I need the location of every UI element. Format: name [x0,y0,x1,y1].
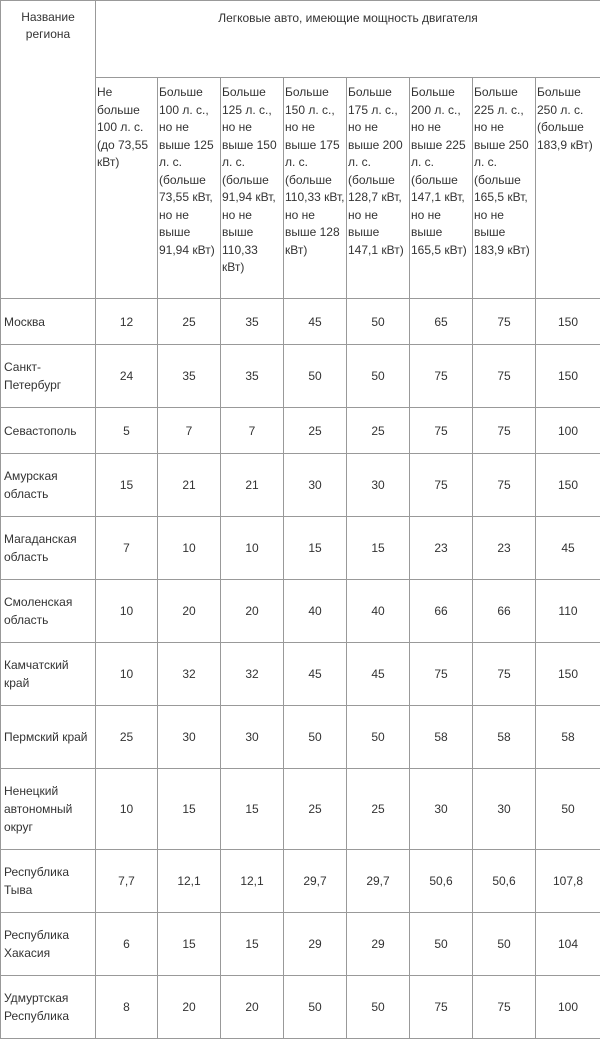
rate-cell: 75 [473,643,536,706]
table-row [1,454,600,517]
rate-cell: 6 [96,913,158,976]
rate-cell: 150 [536,454,600,517]
rate-cell: 104 [536,913,600,976]
region-cell: Москва [1,299,96,345]
table-row [1,517,600,580]
region-cell: Ненецкий автономный округ [1,769,96,850]
rate-cell: 23 [410,517,473,580]
rate-cell: 150 [536,643,600,706]
region-cell: Республика Хакасия [1,913,96,976]
rate-cell: 150 [536,299,600,345]
rate-cell: 7 [96,517,158,580]
rate-cell: 30 [410,769,473,850]
table-row [1,769,600,850]
rate-cell: 25 [347,408,410,454]
rate-cell: 29,7 [284,850,347,913]
rate-cell: 50 [284,976,347,1039]
region-cell: Республика Тыва [1,850,96,913]
rate-cell: 75 [410,345,473,408]
rate-cell: 50 [347,299,410,345]
rate-cell: 15 [158,769,221,850]
rate-cell: 25 [284,408,347,454]
region-cell: Удмуртская Республика [1,976,96,1039]
power-column-header: Больше 100 л. с., но не выше 125 л. с. (больше 73,55 кВт, но не выше 91,94 кВт) [158,78,221,299]
rate-cell: 15 [221,913,284,976]
rate-cell: 10 [96,769,158,850]
rate-cell: 45 [536,517,600,580]
rate-cell: 24 [96,345,158,408]
rate-cell: 29,7 [347,850,410,913]
rate-cell: 35 [221,345,284,408]
rate-cell: 50 [536,769,600,850]
rate-cell: 25 [347,769,410,850]
rate-cell: 30 [347,454,410,517]
rate-cell: 21 [221,454,284,517]
rate-cell: 15 [96,454,158,517]
power-column-header: Больше 175 л. с., но не выше 200 л. с. (больше 128,7 кВт, но не выше 147,1 кВт) [347,78,410,299]
rate-cell: 50 [284,345,347,408]
rate-cell: 29 [284,913,347,976]
table-row [1,913,600,976]
rate-cell: 8 [96,976,158,1039]
rate-cell: 15 [221,769,284,850]
rate-cell: 58 [473,706,536,769]
table-row [1,643,600,706]
rate-cell: 50 [347,706,410,769]
rate-cell: 100 [536,976,600,1039]
engine-power-header: Легковые авто, имеющие мощность двигателя [96,1,600,78]
rate-cell: 100 [536,408,600,454]
rate-cell: 12,1 [221,850,284,913]
rate-cell: 10 [158,517,221,580]
rate-cell: 12 [96,299,158,345]
rate-cell: 75 [410,408,473,454]
rate-cell: 66 [473,580,536,643]
rate-cell: 30 [221,706,284,769]
table-row [1,345,600,408]
power-column-header: Больше 125 л. с., но не выше 150 л. с. (больше 91,94 кВт, но не выше 110,33 кВт) [221,78,284,299]
rate-cell: 23 [473,517,536,580]
rate-cell: 15 [347,517,410,580]
rate-cell: 45 [347,643,410,706]
rate-cell: 50 [347,976,410,1039]
rate-cell: 75 [410,454,473,517]
rate-cell: 75 [410,643,473,706]
rate-cell: 40 [284,580,347,643]
rate-cell: 25 [158,299,221,345]
table-row [1,408,600,454]
rate-cell: 45 [284,299,347,345]
rate-cell: 21 [158,454,221,517]
region-cell: Амурская область [1,454,96,517]
rate-cell: 5 [96,408,158,454]
rate-cell: 30 [473,769,536,850]
rate-cell: 75 [410,976,473,1039]
table-row [1,706,600,769]
region-cell: Магаданская область [1,517,96,580]
power-column-header: Больше 150 л. с., но не выше 175 л. с. (больше 110,33 кВт, но не выше 128 кВт) [284,78,347,299]
rate-cell: 75 [473,408,536,454]
rate-cell: 10 [96,643,158,706]
rate-cell: 20 [158,976,221,1039]
rate-cell: 15 [158,913,221,976]
table-row [1,850,600,913]
power-column-header: Не больше 100 л. с. (до 73,55 кВт) [96,78,158,299]
rate-cell: 32 [158,643,221,706]
rate-cell: 20 [221,580,284,643]
rate-cell: 40 [347,580,410,643]
region-cell: Севастополь [1,408,96,454]
rate-cell: 29 [347,913,410,976]
rate-cell: 58 [410,706,473,769]
region-cell: Смоленская область [1,580,96,643]
table-row [1,299,600,345]
rate-cell: 7 [221,408,284,454]
rate-cell: 45 [284,643,347,706]
rate-cell: 107,8 [536,850,600,913]
rate-cell: 20 [221,976,284,1039]
rate-cell: 35 [221,299,284,345]
rate-cell: 50,6 [473,850,536,913]
region-cell: Пермский край [1,706,96,769]
power-column-header: Больше 225 л. с., но не выше 250 л. с. (больше 165,5 кВт, но не выше 183,9 кВт) [473,78,536,299]
rate-cell: 32 [221,643,284,706]
rate-cell: 7 [158,408,221,454]
power-column-header: Больше 200 л. с., но не выше 225 л. с. (больше 147,1 кВт, но не выше 165,5 кВт) [410,78,473,299]
rate-cell: 15 [284,517,347,580]
rate-cell: 75 [473,976,536,1039]
rate-cell: 50 [473,913,536,976]
table-row [1,976,600,1039]
rate-cell: 30 [284,454,347,517]
rate-cell: 58 [536,706,600,769]
rate-cell: 10 [96,580,158,643]
rate-cell: 50 [410,913,473,976]
rate-cell: 65 [410,299,473,345]
rate-cell: 35 [158,345,221,408]
rate-cell: 75 [473,299,536,345]
rate-cell: 50 [284,706,347,769]
rate-cell: 110 [536,580,600,643]
region-header: Название региона [1,1,96,299]
rate-cell: 150 [536,345,600,408]
rate-cell: 75 [473,345,536,408]
rate-cell: 25 [284,769,347,850]
rate-cell: 12,1 [158,850,221,913]
rate-cell: 10 [221,517,284,580]
table-row [1,580,600,643]
rate-cell: 66 [410,580,473,643]
rate-cell: 25 [96,706,158,769]
region-cell: Санкт-Петербург [1,345,96,408]
rate-cell: 75 [473,454,536,517]
rate-cell: 30 [158,706,221,769]
rate-cell: 50 [347,345,410,408]
rate-cell: 7,7 [96,850,158,913]
power-column-header: Больше 250 л. с. (больше 183,9 кВт) [536,78,600,299]
rate-cell: 50,6 [410,850,473,913]
region-cell: Камчатский край [1,643,96,706]
rate-cell: 20 [158,580,221,643]
